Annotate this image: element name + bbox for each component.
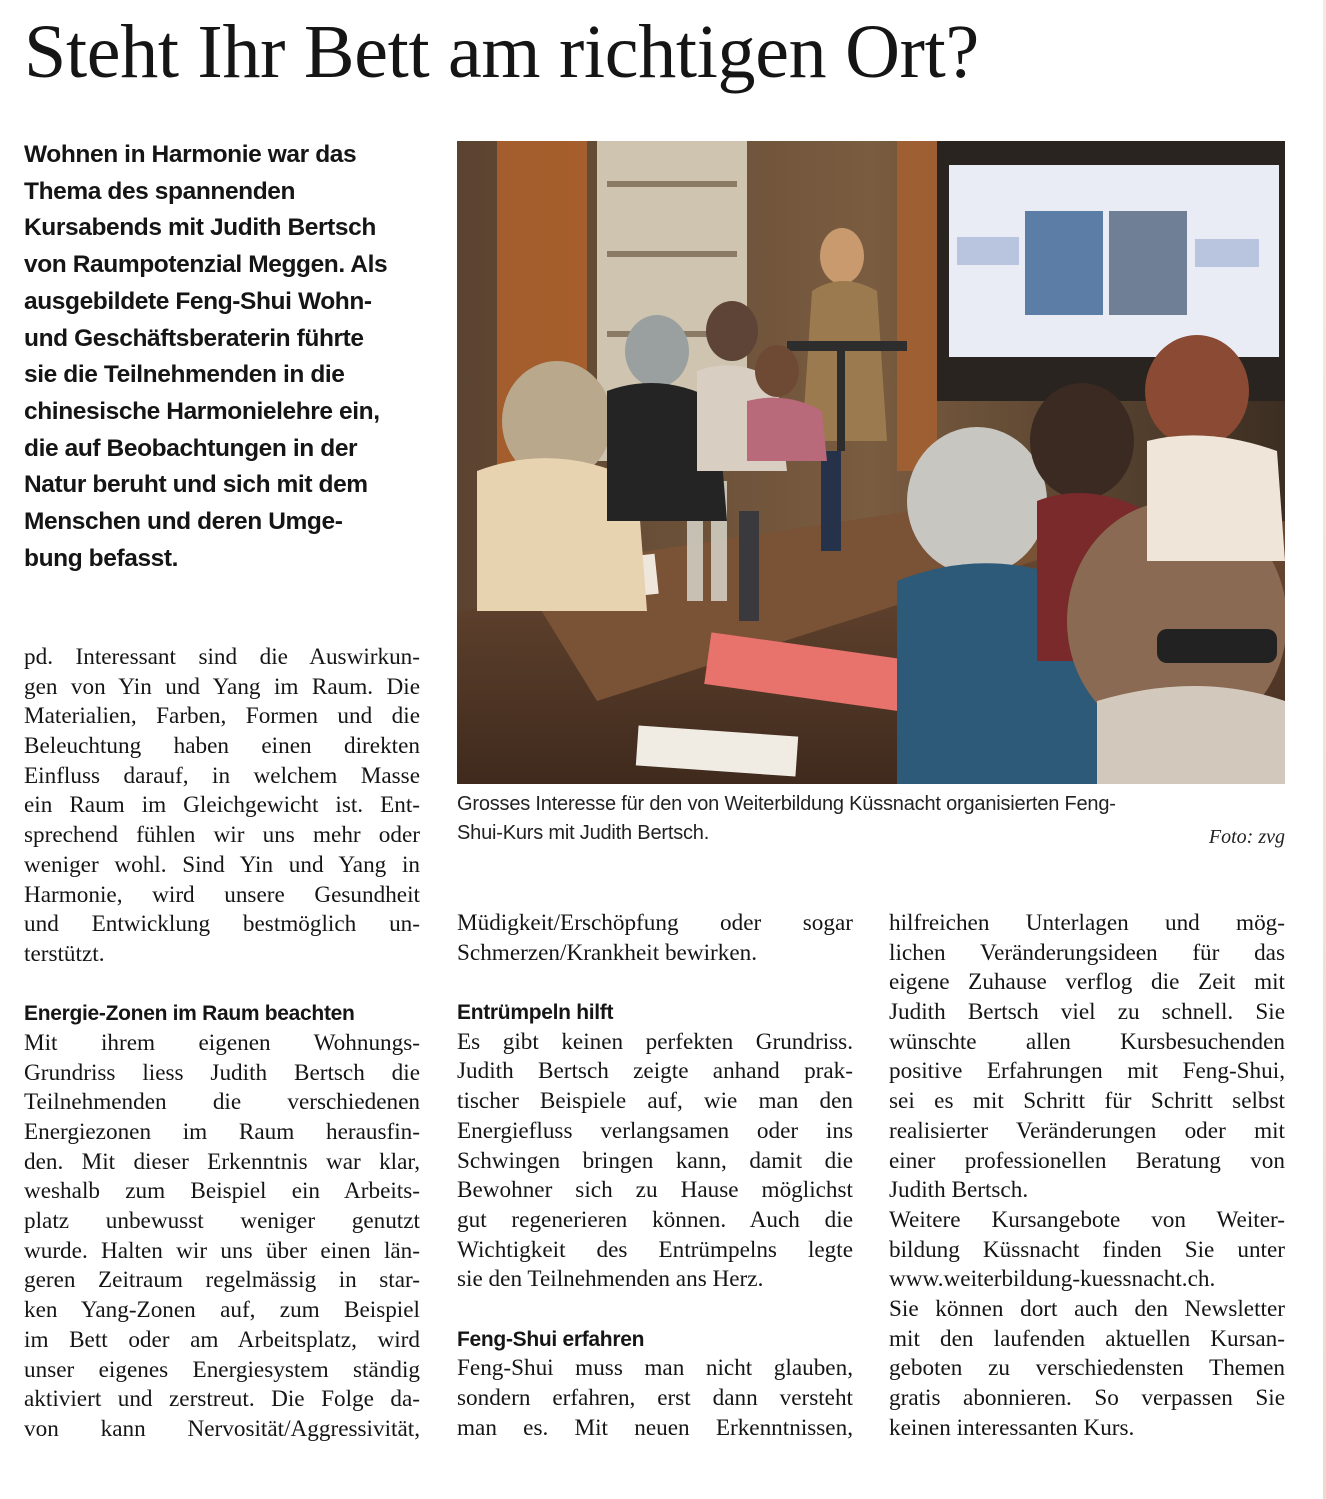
text-line: wurde. Halten wir uns über einen län- [24, 1237, 420, 1264]
text-line: Feng-Shui muss man nicht glauben, [457, 1355, 853, 1382]
text-line: Bewohner sich zu Hause möglichst [457, 1177, 853, 1204]
lead-line: Natur beruht und sich mit dem [24, 471, 368, 499]
text-line: und Entwicklung bestmöglich un- [24, 911, 420, 938]
lead-line: Wohnen in Harmonie war das [24, 141, 357, 168]
text-line: im Bett oder am Arbeitsplatz, wird [24, 1326, 420, 1353]
lead-line: die auf Beobachtungen in der [24, 434, 358, 462]
text-line: Teilnehmenden die verschiedenen [24, 1089, 420, 1116]
text-line: aktiviert und zerstreut. Die Folge da- [24, 1386, 420, 1413]
subhead-entruempeln: Entrümpeln hilft [457, 1001, 614, 1025]
column-2-body-2 [457, 1354, 853, 1443]
subhead-feng-shui-erfahren: Feng-Shui erfahren [457, 1327, 645, 1351]
text-line: Judith Bertsch. [889, 1177, 1029, 1204]
text-line: weshalb zum Beispiel ein Arbeits- [24, 1178, 420, 1205]
column-3 [889, 909, 1285, 1443]
text-line: unser eigenes Energiesystem ständig [24, 1356, 420, 1383]
text-line: Wichtigkeit des Entrümpelns legte [457, 1236, 853, 1263]
text-line: keinen interessanten Kurs. [889, 1414, 1135, 1441]
text-line: Harmonie, wird unsere Gesundheit [24, 881, 420, 908]
text-line: terstützt. [24, 940, 105, 967]
lead-line: bung befasst. [24, 544, 179, 572]
text-line: gut regenerieren können. Auch die [457, 1206, 853, 1233]
column-2-intro [457, 909, 853, 968]
text-line: gen von Yin und Yang im Raum. Die [24, 673, 420, 700]
column-3-body-2 [889, 1206, 1285, 1444]
text-line: Judith Bertsch viel zu schnell. Sie [889, 999, 1285, 1026]
text-line: hilfreichen Unterlagen und mög- [889, 910, 1285, 936]
text-line: geren Zeitraum regelmässig in star- [24, 1267, 420, 1294]
text-line: sei es mit Schritt für Schritt selbst [889, 1088, 1285, 1115]
text-line: ein Raum im Gleichgewicht ist. Ent- [24, 792, 420, 819]
text-line: platz unbewusst weniger genutzt [24, 1208, 420, 1235]
text-line: Grundriss liess Judith Bertsch die [24, 1059, 420, 1086]
photo-caption [457, 790, 1285, 848]
text-line: weniger wohl. Sind Yin und Yang in [24, 851, 420, 878]
text-line: Es gibt keinen perfekten Grundriss. [457, 1028, 853, 1055]
text-line: Energiezonen im Raum herausfin- [24, 1119, 420, 1146]
text-line: mit den laufenden aktuellen Kursan- [889, 1325, 1285, 1352]
lead-line: Kursabends mit Judith Bertsch [24, 214, 376, 242]
column-2-body-1 [457, 1028, 853, 1295]
lead-line: Menschen und deren Umge- [24, 508, 343, 536]
photo-credit: Foto: zvg [1208, 826, 1285, 848]
text-line: lichen Veränderungsideen für das [889, 939, 1285, 966]
lead-line: ausgebildete Feng-Shui Wohn- [24, 287, 372, 315]
lead-paragraph [24, 137, 422, 577]
text-line: Sie können dort auch den Newsletter [889, 1295, 1285, 1322]
text-line: man es. Mit neuen Erkenntnissen, [457, 1414, 853, 1441]
text-line: Judith Bertsch zeigte anhand prak- [457, 1058, 853, 1085]
text-line: sprechend fühlen wir uns mehr oder [24, 822, 420, 849]
text-line: wünschte allen Kursbesuchenden [889, 1028, 1285, 1055]
subhead-energie-zonen: Energie-Zonen im Raum beachten [24, 1002, 355, 1026]
text-line: Mit ihrem eigenen Wohnungs- [24, 1029, 420, 1056]
column-1-intro [24, 643, 420, 970]
text-line: gratis abonnieren. So verpassen Sie [889, 1385, 1285, 1411]
text-line: tischer Beispiele auf, wie man den [457, 1088, 853, 1115]
text-line: Müdigkeit/Erschöpfung oder sogar [457, 910, 853, 936]
text-line: sondern erfahren, erst dann versteht [457, 1385, 853, 1412]
text-line: realisierter Veränderungen oder mit [889, 1117, 1285, 1144]
column-3-body-1 [889, 909, 1285, 1206]
text-line: eigene Zuhause verflog die Zeit mit [889, 969, 1285, 996]
text-line: Weitere Kursangebote von Weiter- [889, 1206, 1285, 1233]
lead-line: Thema des spannenden [24, 177, 296, 205]
article-photo [457, 141, 1285, 784]
lead-line: sie die Teilnehmenden in die [24, 361, 345, 389]
caption-line: Grosses Interesse für den von Weiterbildung Küssnacht organisierten Feng- [457, 793, 1116, 815]
text-line: einer professionellen Beratung von [889, 1147, 1285, 1174]
text-line: den. Mit dieser Erkenntnis war klar, [24, 1148, 420, 1175]
text-line: www.weiterbildung-kuessnacht.ch. [889, 1266, 1216, 1293]
text-line: Schwingen bringen kann, damit die [457, 1147, 853, 1174]
text-line: Energiefluss verlangsamen oder ins [457, 1117, 853, 1144]
text-line: geboten zu verschiedensten Themen [889, 1355, 1285, 1382]
column-1-body [24, 1029, 420, 1445]
column-2 [457, 909, 853, 1443]
lead-line: und Geschäftsberaterin führte [24, 324, 364, 352]
text-line: ken Yang-Zonen auf, zum Beispiel [24, 1297, 420, 1324]
column-1 [24, 643, 420, 1445]
text-line: pd. Interessant sind die Auswirkun- [24, 644, 420, 670]
text-line: von kann Nervosität/Aggressivität, [24, 1415, 420, 1442]
caption-line: Shui-Kurs mit Judith Bertsch. [457, 822, 710, 844]
lead-line: chinesische Harmonielehre ein, [24, 397, 380, 425]
text-line: bildung Küssnacht finden Sie unter [889, 1236, 1285, 1263]
lead-line: von Raumpotenzial Meggen. Als [24, 251, 388, 279]
text-line: Schmerzen/Krankheit bewirken. [457, 939, 758, 966]
text-line: Einfluss darauf, in welchem Masse [24, 762, 420, 789]
text-line: sie den Teilnehmenden ans Herz. [457, 1266, 764, 1293]
text-line: positive Erfahrungen mit Feng-Shui, [889, 1058, 1285, 1085]
course-photo-illustration [457, 141, 1285, 784]
headline: Steht Ihr Bett am richtigen Ort? [24, 10, 979, 94]
text-line: Materialien, Farben, Formen und die [24, 703, 420, 730]
text-line: Beleuchtung haben einen direkten [24, 733, 420, 760]
